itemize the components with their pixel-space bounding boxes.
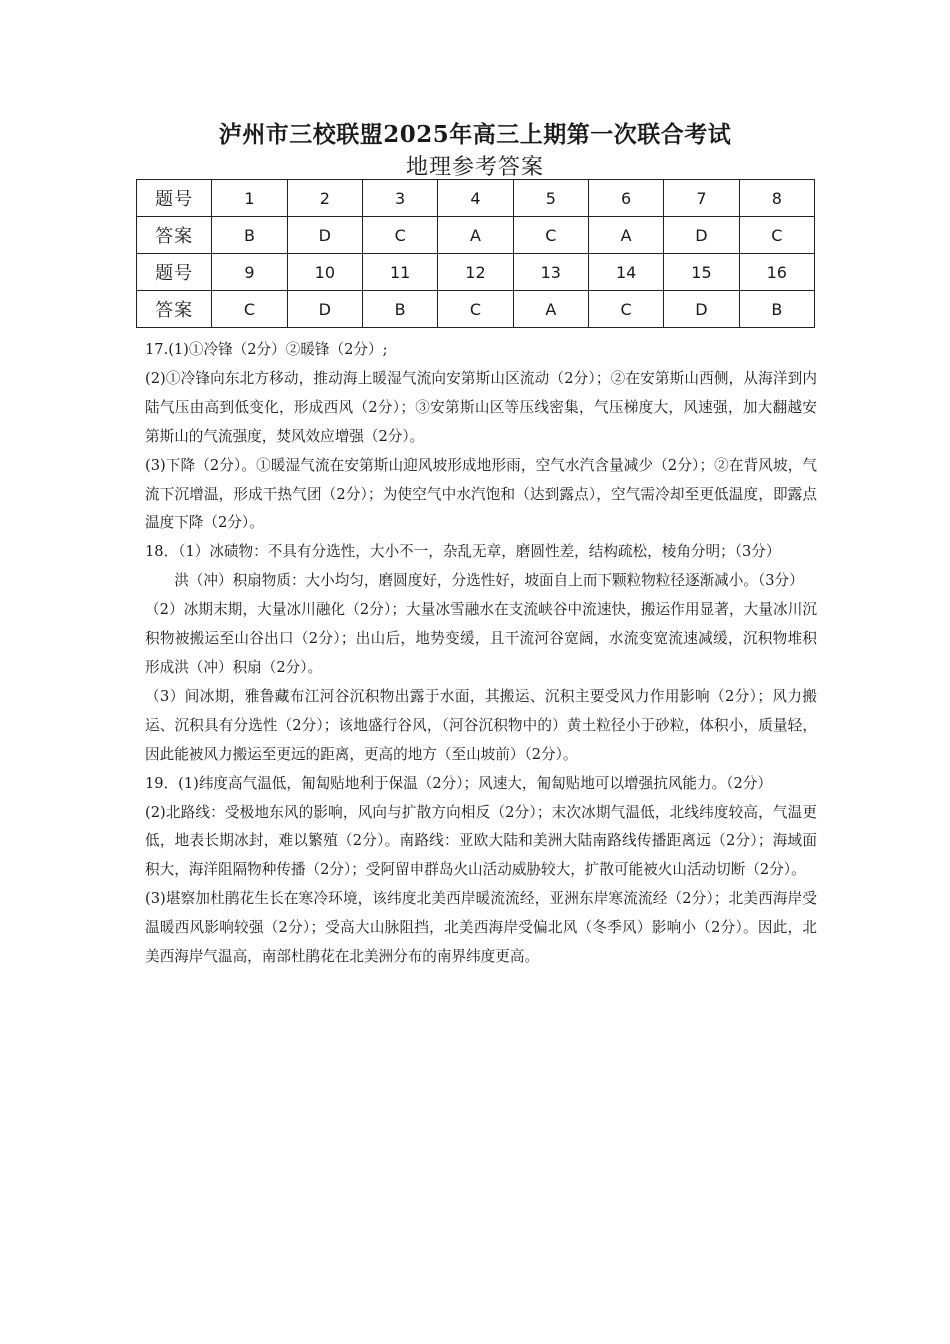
table-cell: 9	[212, 254, 287, 291]
table-cell: 7	[664, 180, 739, 217]
answer-paragraph-q18-3: （3）间冰期，雅鲁藏布江河谷沉积物出露于水面，其搬运、沉积主要受风力作用影响（2分）；风力搬运、沉积具有分选性（2分）；该地盛行谷风，（河谷沉积物中的）黄土粒径小于砂粒，体积小，质量轻，因此能被风力搬运至更远的距离，更高的地方（至山坡前）（2分）。	[145, 687, 817, 763]
table-cell: D	[287, 217, 362, 254]
table-cell: 10	[287, 254, 362, 291]
row-label: 题号	[137, 180, 212, 217]
table-cell: 8	[739, 180, 814, 217]
page-title: 泸州市三校联盟2025年高三上期第一次联合考试	[218, 121, 732, 148]
answer-paragraph-q18-1: 18．（1）冰碛物：不具有分选性，大小不一，杂乱无章，磨圆性差，结构疏松，棱角分明；（3分）	[145, 543, 781, 561]
table-cell: 2	[287, 180, 362, 217]
answer-paragraph-q18-1b: 洪（冲）积扇物质：大小均匀，磨圆度好，分选性好，坡面自上而下颗粒物粒径逐渐减小。（3分）	[174, 572, 804, 590]
table-cell: 15	[664, 254, 739, 291]
table-cell: C	[212, 291, 287, 328]
table-cell: C	[362, 217, 437, 254]
table-cell: B	[739, 291, 814, 328]
answer-paragraph-q17-1: 17.(1)①冷锋（2分）②暖锋（2分）;	[145, 341, 388, 358]
table-cell: A	[588, 217, 663, 254]
answer-paragraph-q19-3: (3)堪察加杜鹃花生长在寒冷环境，该纬度北美西岸暖流流经，亚洲东岸寒流流经（2分）；北美西海岸受温暖西风影响较强（2分）；受高大山脉阻挡，北美西海岸受偏北风（冬季风）影响小（2分）。因此，北美西海岸气温高，南部杜鹃花在北美洲分布的南界纬度更高。	[145, 890, 817, 966]
table-cell: B	[362, 291, 437, 328]
answer-paragraph-q17-3: (3)下降（2分）。①暖湿气流在安第斯山迎风坡形成地形雨，空气水汽含量减少（2分）；②在背风坡，气流下沉增温，形成干热气团（2分）；为使空气中水汽饱和（达到露点），空气需冷却至更低温度，即露点温度下降（2分）。	[145, 456, 817, 532]
answer-paragraph-q19-1: 19．(1)纬度高气温低，匍匐贴地利于保温（2分）；风速大，匍匐贴地可以增强抗风能力。（2分）	[145, 774, 772, 792]
answer-key-table	[136, 179, 815, 328]
table-cell: 14	[588, 254, 663, 291]
table-cell: C	[588, 291, 663, 328]
table-row	[137, 291, 815, 328]
table-row	[137, 254, 815, 291]
table-row	[137, 217, 815, 254]
answer-paragraph-q19-2: (2)北路线：受极地东风的影响，风向与扩散方向相反（2分）；末次冰期气温低，北线纬度较高，气温更低，地表长期冰封，难以繁殖（2分）。南路线：亚欧大陆和美洲大陆南路线传播距离远（2分）；海域面积大，海洋阻隔物种传播（2分）；受阿留申群岛火山活动威胁较大，扩散可能被火山活动切断（2分）。	[145, 803, 817, 879]
table-cell: B	[212, 217, 287, 254]
page-subtitle: 地理参考答案	[405, 155, 544, 180]
table-cell: D	[664, 217, 739, 254]
table-cell: D	[287, 291, 362, 328]
answer-paragraph-q17-2: (2)①冷锋向东北方移动，推动海上暖湿气流向安第斯山区流动（2分）；②在安第斯山西侧，从海洋到内陆气压由高到低变化，形成西风（2分）；③安第斯山区等压线密集，气压梯度大，风速强，加大翻越安第斯山的气流强度，焚风效应增强（2分）。	[145, 369, 817, 445]
table-cell: A	[438, 217, 513, 254]
row-label: 答案	[137, 217, 212, 254]
answer-explanations	[145, 336, 817, 972]
table-cell: C	[438, 291, 513, 328]
table-cell: 4	[438, 180, 513, 217]
table-cell: 16	[739, 254, 814, 291]
table-cell: 3	[362, 180, 437, 217]
table-row	[137, 180, 815, 217]
table-cell: 13	[513, 254, 588, 291]
table-cell: 1	[212, 180, 287, 217]
row-label: 答案	[137, 291, 212, 328]
table-cell: 12	[438, 254, 513, 291]
row-label: 题号	[137, 254, 212, 291]
table-cell: 5	[513, 180, 588, 217]
answer-paragraph-q18-2: （2）冰期末期，大量冰川融化（2分）；大量冰雪融水在支流峡谷中流速快，搬运作用显著，大量冰川沉积物被搬运至山谷出口（2分）；出山后，地势变缓，且干流河谷宽阔，水流变宽流速减缓，沉积物堆积形成洪（冲）积扇（2分）。	[145, 601, 817, 676]
table-cell: 6	[588, 180, 663, 217]
table-cell: C	[739, 217, 814, 254]
table-cell: D	[664, 291, 739, 328]
table-cell: C	[513, 217, 588, 254]
table-cell: A	[513, 291, 588, 328]
table-cell: 11	[362, 254, 437, 291]
